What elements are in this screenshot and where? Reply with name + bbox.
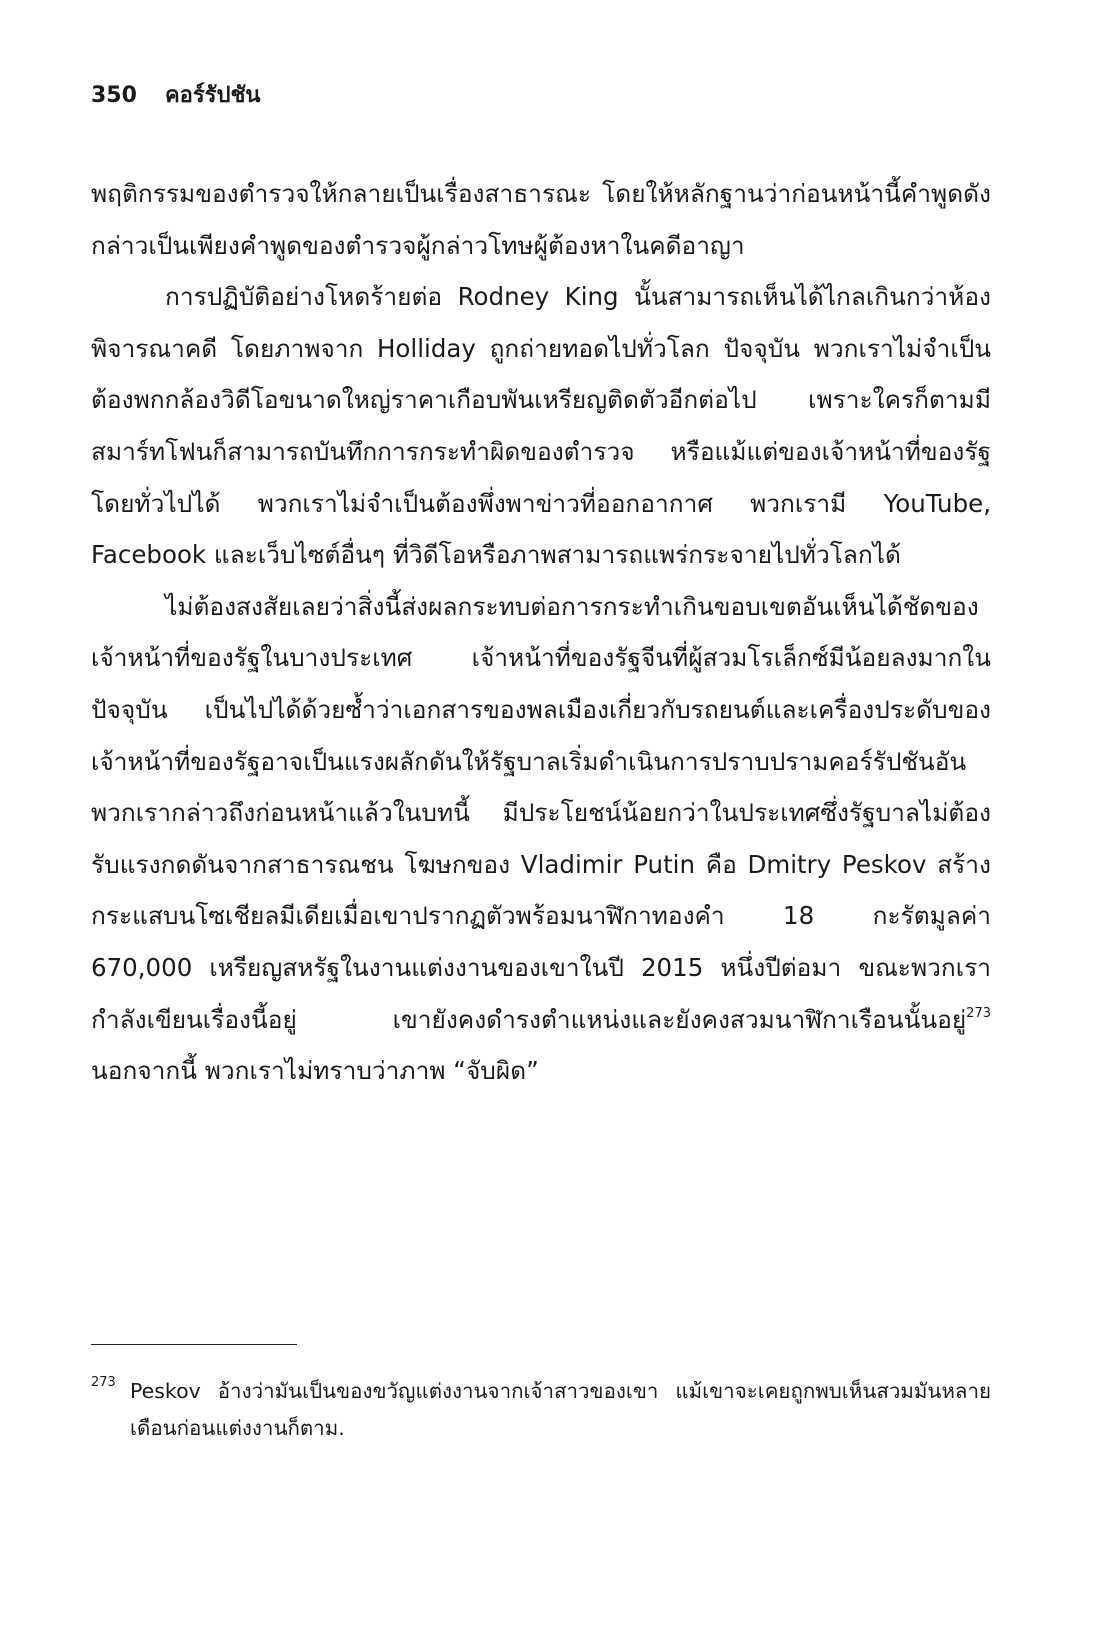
running-header: [91, 80, 260, 112]
page-number: 350: [91, 83, 137, 108]
footnote: [91, 1373, 991, 1447]
paragraph-3: [91, 581, 991, 1097]
paragraph-3-text: ไม่ต้องสงสัยเลยว่าสิ่งนี้ส่งผลกระทบต่อการกระทำเกินขอบเขตอันเห็นได้ชัดของเจ้าหน้าที่ของรัฐในบางประเทศ เจ้าหน้าที่ของรัฐจีนที่ผู้สวมโรเล็กซ์มีน้อยลงมากในปัจจุบัน เป็นไปได้ด้วยซ้ำว่าเอกสารของพลเมืองเกี่ยวกับรถยนต์และเครื่องประดับของเจ้าหน้าที่ของรัฐอาจเป็นแรงผลักดันให้รัฐบาลเริ่มดำเนินการปราบปรามคอร์รัปชันอันพวกเรากล่าวถึงก่อนหน้าแล้วในบทนี้ มีประโยชน์น้อยกว่าในประเทศซึ่งรัฐบาลไม่ต้องรับแรงกดดันจากสาธารณชน โฆษกของ Vladimir Putin คือ Dmitry Peskov สร้างกระแสบนโซเชียลมีเดียเมื่อเขาปรากฏตัวพร้อมนาฬิกาทองคำ 18 กะรัตมูลค่า 670,000 เหรียญสหรัฐในงานแต่งงานของเขาในปี 2015 หนึ่งปีต่อมา ขณะพวกเรากำลังเขียนเรื่องนี้อยู่ เขายังคงดำรงตำแหน่งและยังคงสวมนาฬิกาเรือนนั้นอยู่: [91, 591, 991, 1034]
paragraph-1: พฤติกรรมของตำรวจให้กลายเป็นเรื่องสาธารณะ โดยให้หลักฐานว่าก่อนหน้านี้คำพูดดังกล่าวเป็นเพียงคำพูดของตำรวจผู้กล่าวโทษผู้ต้องหาในคดีอาญา: [91, 179, 991, 260]
footnote-marker: 273: [91, 1375, 116, 1390]
footnote-reference: 273: [966, 1005, 991, 1021]
paragraph-2: การปฏิบัติอย่างโหดร้ายต่อ Rodney King นั้นสามารถเห็นได้ไกลเกินกว่าห้องพิจารณาคดี โดยภาพจาก Holliday ถูกถ่ายทอดไปทั่วโลก ปัจจุบัน พวกเราไม่จำเป็นต้องพกกล้องวิดีโอขนาดใหญ่ราคาเกือบพันเหรียญติดตัวอีกต่อไป เพราะใครก็ตามมีสมาร์ทโฟนก็สามารถบันทึกการกระทำผิดของตำรวจ หรือแม้แต่ของเจ้าหน้าที่ของรัฐโดยทั่วไปได้ พวกเราไม่จำเป็นต้องพึ่งพาข่าวที่ออกอากาศ พวกเรามี YouTube, Facebook และเว็บไซต์อื่นๆ ที่วิดีโอหรือภาพสามารถแพร่กระจายไปทั่วโลกได้: [91, 282, 991, 570]
body-text: [91, 168, 991, 1097]
book-title: คอร์รัปชัน: [164, 83, 261, 108]
footnote-text: Peskov อ้างว่ามันเป็นของขวัญแต่งงานจากเจ้าสาวของเขา แม้เขาจะเคยถูกพบเห็นสวมมันหลายเดือนก่อนแต่งงานก็ตาม.: [130, 1379, 991, 1440]
footnote-divider: [91, 1344, 297, 1345]
paragraph-3-tail: นอกจากนี้ พวกเราไม่ทราบว่าภาพ “จับผิด”: [91, 1056, 539, 1086]
